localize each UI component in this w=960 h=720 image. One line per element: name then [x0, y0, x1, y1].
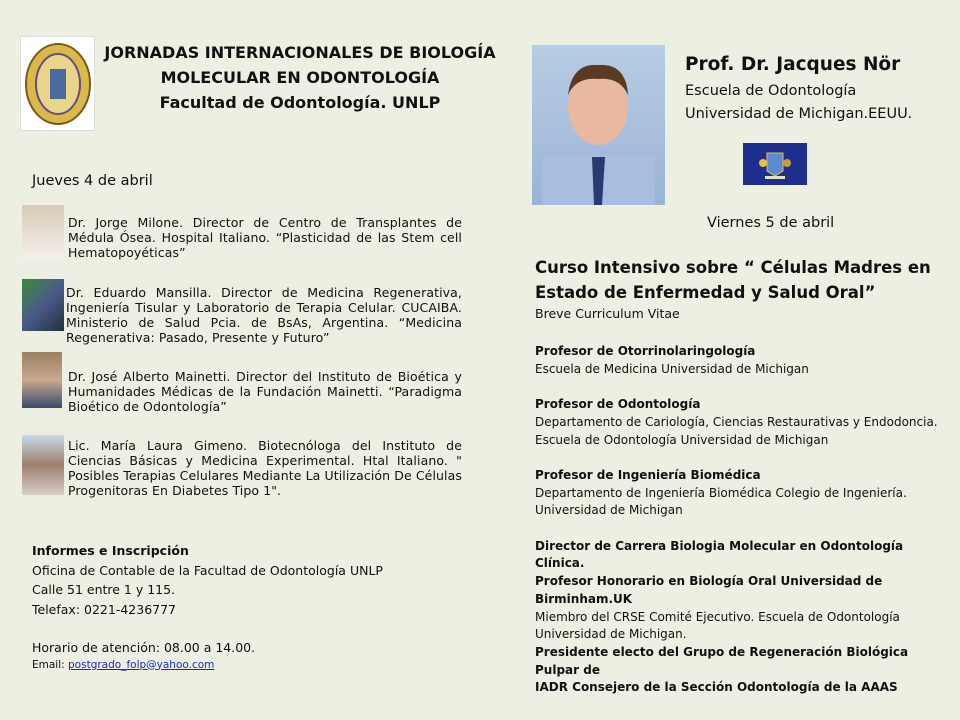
speaker-name: Prof. Dr. Jacques Nör: [685, 54, 901, 75]
cv-line: Departamento de Ingeniería Biomédica Colegio de Ingeniería.: [535, 485, 907, 500]
title-line: JORNADAS INTERNACIONALES DE BIOLOGÍA: [104, 43, 496, 62]
cv-heading: Director de Carrera Biologia Molecular en Odontología Clínica.: [535, 538, 904, 571]
cv-heading: Birminham.UK: [535, 591, 633, 606]
speaker-photo: [22, 352, 62, 408]
cv-line: Escuela de Medicina Universidad de Michigan: [535, 361, 809, 376]
cv-line: Escuela de Odontología Universidad de Michigan: [535, 432, 829, 447]
unlp-logo: [20, 36, 95, 131]
cv-line: Universidad de Michigan: [535, 503, 683, 518]
cv-line: Departamento de Cariología, Ciencias Restaurativas y Endodoncia.: [535, 414, 938, 429]
contact-line: Calle 51 entre 1 y 115.: [32, 582, 176, 597]
michigan-flag: [743, 143, 807, 185]
contact-info: [32, 541, 383, 673]
cv-line: Miembro del CRSE Comité Ejecutivo. Escuela de Odontología: [535, 609, 900, 624]
contact-line: Telefax: 0221-4236777: [32, 601, 177, 617]
email-link[interactable]: postgrado_folp@yahoo.com: [68, 658, 215, 671]
email-label: Email:: [32, 658, 69, 671]
cv-heading: IADR Consejero de la Sección Odontología de la AAAS: [535, 680, 898, 695]
course-title-line: Estado de Enfermedad y Salud Oral”: [535, 283, 876, 302]
cv-spacer: [535, 520, 955, 538]
speaker-photo: [22, 435, 64, 495]
speaker-item: [22, 277, 462, 345]
cv-heading: Profesor de Ingeniería Biomédica: [535, 467, 761, 482]
office-hours: Horario de atención: 08.00 a 14.00.: [32, 640, 256, 655]
cv-spacer: [535, 449, 955, 467]
speaker-photo: [22, 279, 64, 331]
event-title: [100, 40, 500, 115]
speaker-item: [22, 435, 463, 498]
contact-line: Oficina de Contable de la Facultad de Odontología UNLP: [32, 562, 383, 578]
curriculum-vitae: [535, 343, 955, 697]
course-title: [535, 255, 955, 305]
speaker-text: Lic. María Laura Gimeno. Biotecnóloga del Instituto de Ciencias Básicas y Medicina Experimental. Htal Italiano. " Posibles Terapias Celulares Mediante La Utilización De Células Progenitoras En Diabetes Tipo 1".: [68, 438, 463, 498]
speaker-text: Dr. José Alberto Mainetti. Director del Instituto de Bioética y Humanidades Médicas de la Fundación Mainetti. “Paradigma Bioético de Odontología”: [68, 369, 462, 414]
affiliation-line: Universidad de Michigan.EEUU.: [685, 106, 913, 122]
course-title-line: Curso Intensivo sobre “ Células Madres en: [535, 258, 931, 277]
title-line: MOLECULAR EN ODONTOLOGÍA: [160, 68, 440, 87]
cv-line: Universidad de Michigan.: [535, 627, 687, 642]
affiliation-line: Escuela de Odontología: [685, 83, 857, 99]
cv-spacer: [535, 378, 955, 396]
cv-heading: Profesor de Odontología: [535, 397, 701, 412]
title-line: Facultad de Odontología. UNLP: [159, 93, 441, 112]
speaker-photo: [22, 205, 64, 259]
cv-heading: Profesor de Otorrinolaringología: [535, 344, 756, 358]
speaker-affiliation: [685, 80, 912, 126]
speaker-item: [22, 205, 462, 265]
day-1-heading: Jueves 4 de abril: [32, 173, 153, 189]
cv-subtitle: Breve Curriculum Vitae: [535, 306, 680, 321]
speaker-text: Dr. Jorge Milone. Director de Centro de Transplantes de Médula Ósea. Hospital Italiano. “Plasticidad de las Stem cell Hematopoyéticas”: [68, 215, 462, 260]
speaker-text: Dr. Eduardo Mansilla. Director de Medicina Regenerativa, Ingeniería Tisular y Laboratorio de Terapia Celular. CUCAIBA. Ministerio de Salud Pcia. de BsAs, Argentina. “Medicina Regenerativa: Pasado, Presente y Futuro”: [66, 285, 462, 345]
speaker-main-photo: [532, 45, 665, 205]
contact-heading: Informes e Inscripción: [32, 543, 189, 558]
day-2-heading: Viernes 5 de abril: [707, 215, 835, 231]
speaker-item: [22, 352, 462, 412]
cv-heading: Presidente electo del Grupo de Regeneración Biológica Pulpar de: [535, 644, 909, 677]
cv-heading: Profesor Honorario en Biología Oral Universidad de: [535, 574, 883, 589]
